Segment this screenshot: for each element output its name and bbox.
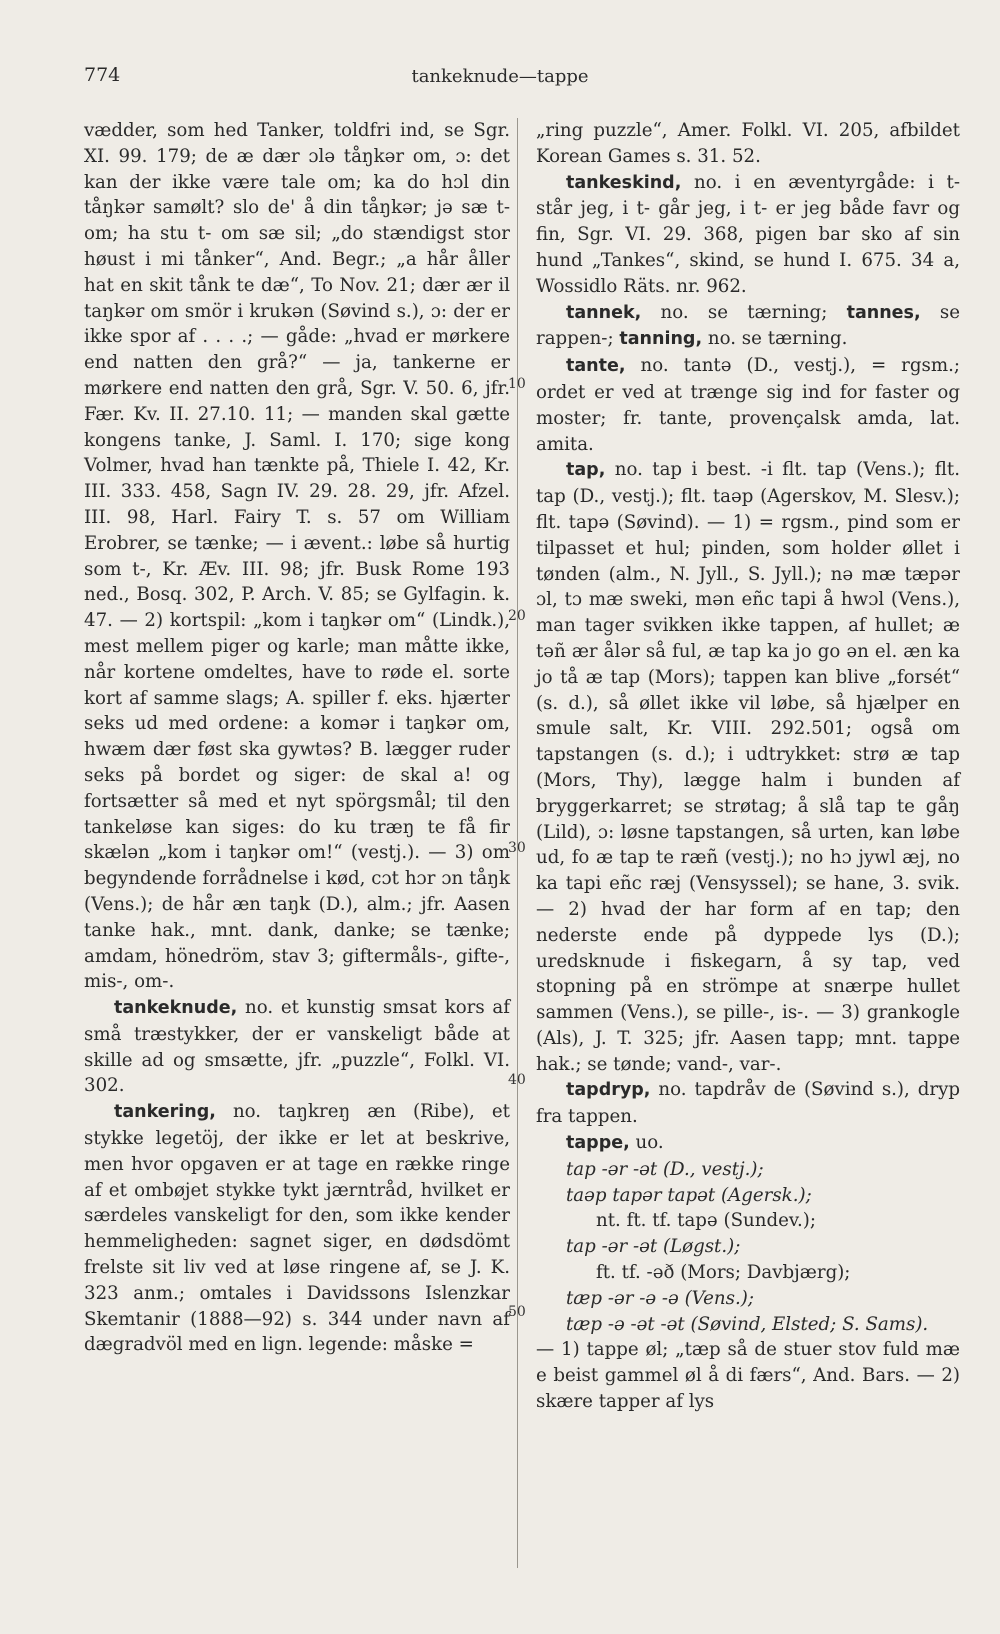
line-number-20: 20 [508, 608, 526, 624]
entry-body: no. et kunstig smsat kors af små træstykker, der er vanskeligt både at skille ad og smsætte, jfr. „puzzle“, Folkl. VI. 302. [84, 997, 510, 1097]
entry-tap [536, 457, 960, 1077]
headword: tankering, [114, 1102, 216, 1123]
entry-body: no. i en æventyrgåde: i t- står jeg, i t- går jeg, i t- er jeg både favr og fin, Sgr. VI. 29. 368, pigen bar sko af sin hund „Tankes“, skind, se hund I. 675. 34 a, Wossidlo Räts. nr. 962. [536, 171, 960, 297]
entry-body: no. tap i best. -i flt. tap (Vens.); flt. tap (D., vestj.); flt. taəp (Agerskov, M. Slesv.); flt. tapə (Søvind). — 1) = rgsm., pind som er tilpasset et hul; pinden, som holder øllet i tønden (alm., N. Jyll., S. Jyll.); nə mæ tæpər ɔl, tɔ mæ sweki, mən eñc tapi å hwɔl (Vens.), man tager svikken ikke tappen, af hullet; æ təñ ær ålər så ful, æ tap ka jo go ən el. æn ka jo tå æ tap (Mors); tappen kan blive „forsét“ (s. d.), så øllet ikke vil løbe, så hjælper en smule salt, Kr. VIII. 292.501; også om tapstangen (s. d.); i udtrykket: strø æ tap (Mors, Thy), lægge halm i bunden af bryggerkarret; se strøtag; å slå tap te gåŋ (Lild), ɔ: løsne tapstangen, så urten, kan løbe ud, fo æ tap te ræñ (vestj.); no hɔ jywl æj, no ka tapi eñc ræj (Vensyssel); se hane, 3. svik. — 2) hvad der har form af en tap; den nederste ende på dyppede lys (D.); uredsknude i fiskegarn, å sy tap, ved stopning på en strömpe at snærpe hullet sammen (Vens.), se pille-, is-. — 3) grankogle (Als), J. T. 325; jfr. Aasen tapp; mnt. tappe hak.; se tønde; vand-, var-. [536, 459, 960, 1075]
entry-tappe [536, 1130, 960, 1157]
entry-tappe-senses: — 1) tappe øl; „tæp så de stuer stov fuld mæ e beist gammel øl å di færs“, And. Bars. — 2) skære tapper af lys [536, 1339, 960, 1413]
entry-body: no. se tærning; [660, 301, 828, 323]
entry-tanke-continuation: vædder, som hed Tanker, toldfri ind, se Sgr. XI. 99. 179; de æ dær ɔlə tåŋkər om, ɔ: det kan der ikke være tale om; ka do hɔl din tåŋkər samølt? slo de' å din tåŋkər; jə sæ t- om; ha stu t- om sæ sil; „do stændigst stor høust i mi tånker“, And. Begr.; „a hår åller hat en skit tånk te dæ“, To Nov. 21; dær ær il taŋkər om smör i krukən (Søvind s.), ɔ: der er ikke spor af . . . .; — gåde: „hvad er mørkere end natten den grå?“ — ja, tankerne er mørkere end natten den grå, Sgr. V. 50. 6, jfr. Fær. Kv. II. 27.10. 11; — manden skal gætte kongens tanke, J. Saml. I. 170; sige kong Volmer, hvad han tænkte på, Thiele I. 42, Kr. III. 333. 458, Sagn IV. 29. 28. 29, jfr. Afzel. III. 98, Harl. Fairy T. s. 57 om William Erobrer, se tænke; — i ævent.: løbe så hurtig som t-, Kr. Æv. III. 98; jfr. Busk Rome 193 ned., Bosq. 302, P. Arch. V. 85; se Gylfagin. k. 47. — 2) kortspil: „kom i taŋkər om“ (Lindk.), mest mellem piger og karle; man måtte ikke, når kortene omdeltes, have to røde el. sorte kort af samme slags; A. spiller f. eks. hjærter seks ud med ordene: a komər i taŋkər om, hwæm dær føst ska gywtəs? B. lægger ruder seks på bordet og siger: de skal a! og fortsætter så med et nyt spörgsmål; til den tankeløse kan siges: do ku træŋ te få fir skælən „kom i taŋkər om!“ (vestj.). — 3) om begyndende forrådnelse i kød, cɔt hɔr ɔn tåŋk (Vens.); de hår æn taŋk (D.), alm.; jfr. Aasen tanke hak., mnt. dank, danke; se tænke; amdam, hönedröm, stav 3; giftermåls-, gifte-, mis-, om-. [84, 120, 510, 993]
form-line: nt. ft. tf. tapə (Sundev.); [596, 1210, 816, 1232]
line-number-40: 40 [508, 1072, 526, 1088]
page-number: 774 [84, 64, 121, 86]
headword: tante, [566, 356, 626, 377]
entry-tannek [536, 300, 960, 354]
tappe-forms [536, 1157, 960, 1338]
entry-body: no. tantə (D., vestj.), = rgsm.; ordet er ved at trænge sig ind for faster og moster; fr. tante, provençalsk amda, lat. amita. [536, 355, 960, 455]
running-head: tankeknude—tappe [411, 66, 589, 87]
right-column [536, 118, 960, 1415]
headword: tankeskind, [566, 172, 682, 193]
headword: tap, [566, 460, 606, 481]
entry-body: se rappen-; [536, 301, 960, 350]
headword: tannek, [566, 302, 642, 323]
entry-body: no. tapdråv de (Søvind s.), dryp fra tappen. [536, 1079, 960, 1128]
form-line: tæp -ər -ə -ə (Vens.); [566, 1287, 754, 1309]
form-line: tap -ər -ət (D., vestj.); [566, 1158, 764, 1180]
entry-body: no. taŋkreŋ æn (Ribe), et stykke legetöj, der ikke er let at beskrive, men hvor opgaven er at tage en række ringe af et ombøjet stykke tykt jærntråd, hvilket er særdeles vanskeligt for den, som ikke kender hemmeligheden: sagnet siger, en dødsdömt frelste sit liv ved at løse ringene af, se J. K. 323 anm.; omtales i Davidssons Islenzkar Skemtanir (1888—92) s. 344 under navn af dægradvöl med en lign. legende: måske = [84, 1101, 510, 1356]
entry-body: no. se tærning. [707, 328, 848, 350]
line-number-50: 50 [508, 1304, 526, 1320]
form-line: tæp -ə -ət -ət (Søvind, Elsted; S. Sams). [566, 1313, 929, 1335]
entry-tante [536, 353, 960, 457]
form-line: tap -ər -ət (Løgst.); [566, 1236, 741, 1258]
entry-tankeskind [536, 170, 960, 300]
headword: tanning, [619, 329, 703, 350]
line-number-30: 30 [508, 840, 526, 856]
entry-tankeknude [84, 995, 510, 1099]
headword: tappe, [566, 1133, 630, 1154]
left-column [84, 118, 510, 1358]
headword: tannes, [846, 302, 921, 323]
entry-body: uo. [635, 1132, 664, 1154]
form-line: taəp tapər tapət (Agersk.); [566, 1184, 812, 1206]
line-number-10: 10 [508, 376, 526, 392]
form-line: ft. tf. -əð (Mors; Davbjærg); [596, 1262, 851, 1284]
entry-tankering-continuation: „ring puzzle“, Amer. Folkl. VI. 205, afbildet Korean Games s. 31. 52. [536, 120, 960, 167]
headword: tapdryp, [566, 1080, 651, 1101]
entry-tankering [84, 1099, 510, 1358]
entry-tapdryp [536, 1077, 960, 1130]
headword: tankeknude, [114, 998, 238, 1019]
